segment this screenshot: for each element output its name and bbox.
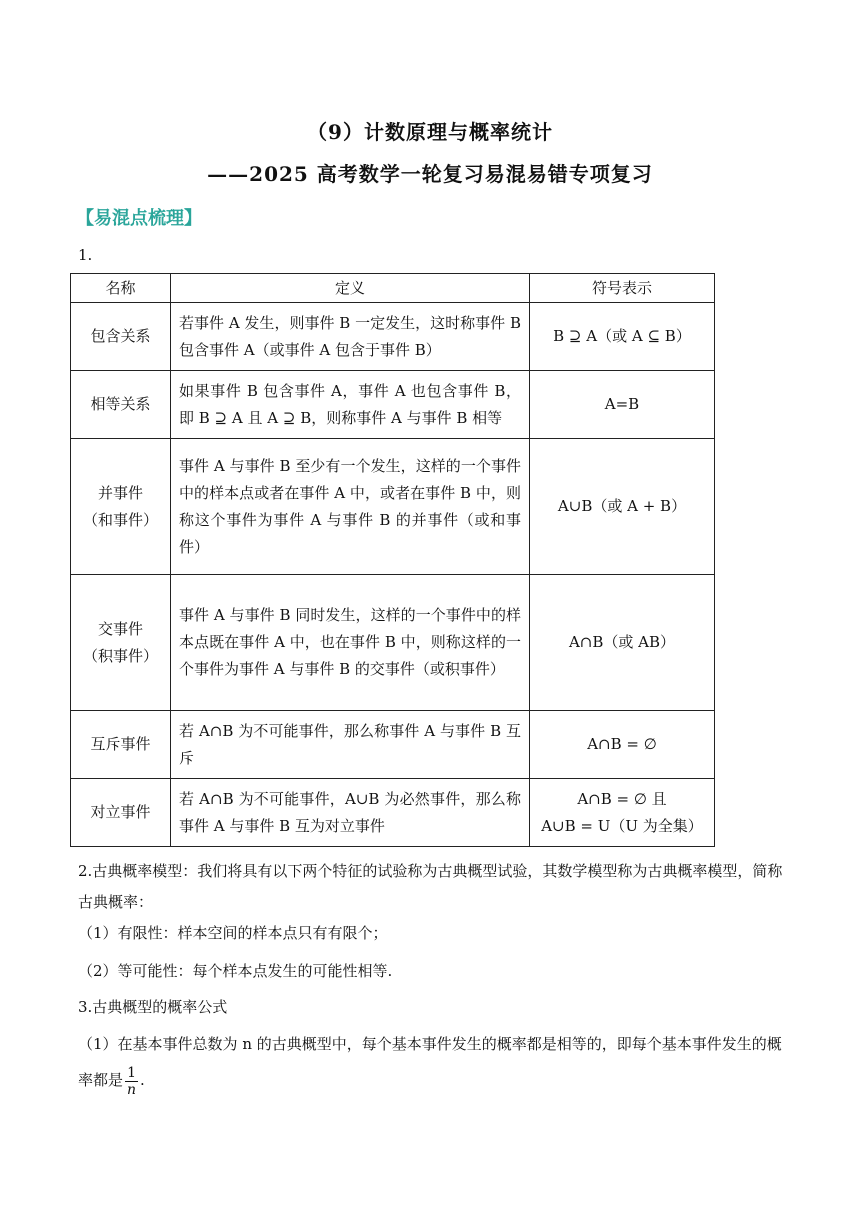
fraction-one-over-n [125,1065,138,1098]
row-definition: 若事件 A 发生，则事件 B 一定发生，这时称事件 B 包含事件 A（或事件 A 包含于事件 B） [171,303,530,371]
row-definition: 若 A∩B 为不可能事件，那么称事件 A 与事件 B 互斥 [171,711,530,779]
row-definition: 如果事件 B 包含事件 A，事件 A 也包含事件 B，即 B ⊇ A 且 A ⊇ B，则称事件 A 与事件 B 相等 [171,371,530,439]
header-name: 名称 [71,274,171,303]
row-symbol: A=B [530,371,715,439]
row-name-line: 并事件 [97,483,143,502]
paragraph-formula-text: （1）在基本事件总数为 n 的古典概型中，每个基本事件发生的概率都是相等的，即每个基本事件发生的概率都是 [78,1035,782,1089]
table-row [71,779,715,847]
row-definition: 若 A∩B 为不可能事件，A∪B 为必然事件，那么称事件 A 与事件 B 互为对立事件 [171,779,530,847]
table-row [71,575,715,711]
row-name-line: （和事件） [82,510,158,529]
row-symbol: B ⊇ A（或 A ⊆ B） [530,303,715,371]
paragraph-formula-1 [78,1026,786,1098]
row-definition: 事件 A 与事件 B 至少有一个发生，这样的一个事件中的样本点或者在事件 A 中，或者在事件 B 中，则称这个事件为事件 A 与事件 B 的并事件（或和事件） [171,439,530,575]
event-relations-table [70,273,715,847]
row-symbol: A∪B（或 A + B） [530,439,715,575]
row-symbol-line: A∪B = U（U 为全集） [541,816,703,835]
header-symbol: 符号表示 [530,274,715,303]
document-title: （9）计数原理与概率统计 [307,120,553,144]
row-name: 对立事件 [71,779,171,847]
row-name-line: （积事件） [82,646,158,665]
item-number: 1. [78,246,93,264]
row-name [71,575,171,711]
table-row [71,371,715,439]
row-symbol [530,779,715,847]
table-row [71,439,715,575]
row-name: 包含关系 [71,303,171,371]
table-header-row [71,274,715,303]
paragraph-finiteness: （1）有限性：样本空间的样本点只有有限个； [78,924,388,942]
row-name [71,439,171,575]
fraction-denominator: n [127,1081,137,1098]
row-name-line: 交事件 [97,619,143,638]
paragraph-formula-heading: 3.古典概型的概率公式 [78,998,228,1016]
fraction-numerator: 1 [125,1065,138,1082]
row-symbol: A∩B（或 AB） [530,575,715,711]
paragraph-classical-model: 2.古典概率模型：我们将具有以下两个特征的试验称为古典概型试验，其数学模型称为古典概率模型，简称古典概率： [78,862,783,911]
paragraph-period: . [140,1071,145,1089]
paragraph-equal-likelihood: （2）等可能性：每个样本点发生的可能性相等. [78,962,393,980]
document-subtitle: ——2025 高考数学一轮复习易混易错专项复习 [207,162,653,186]
row-name: 相等关系 [71,371,171,439]
header-definition: 定义 [171,274,530,303]
row-symbol: A∩B = ∅ [530,711,715,779]
table-row [71,711,715,779]
row-symbol-line: A∩B = ∅ 且 [577,789,667,808]
table-row [71,303,715,371]
section-heading: 【易混点梳理】 [76,208,202,229]
row-name: 互斥事件 [71,711,171,779]
row-definition: 事件 A 与事件 B 同时发生，这样的一个事件中的样本点既在事件 A 中，也在事件 B 中，则称这样的一个事件为事件 A 与事件 B 的交事件（或积事件） [171,575,530,711]
